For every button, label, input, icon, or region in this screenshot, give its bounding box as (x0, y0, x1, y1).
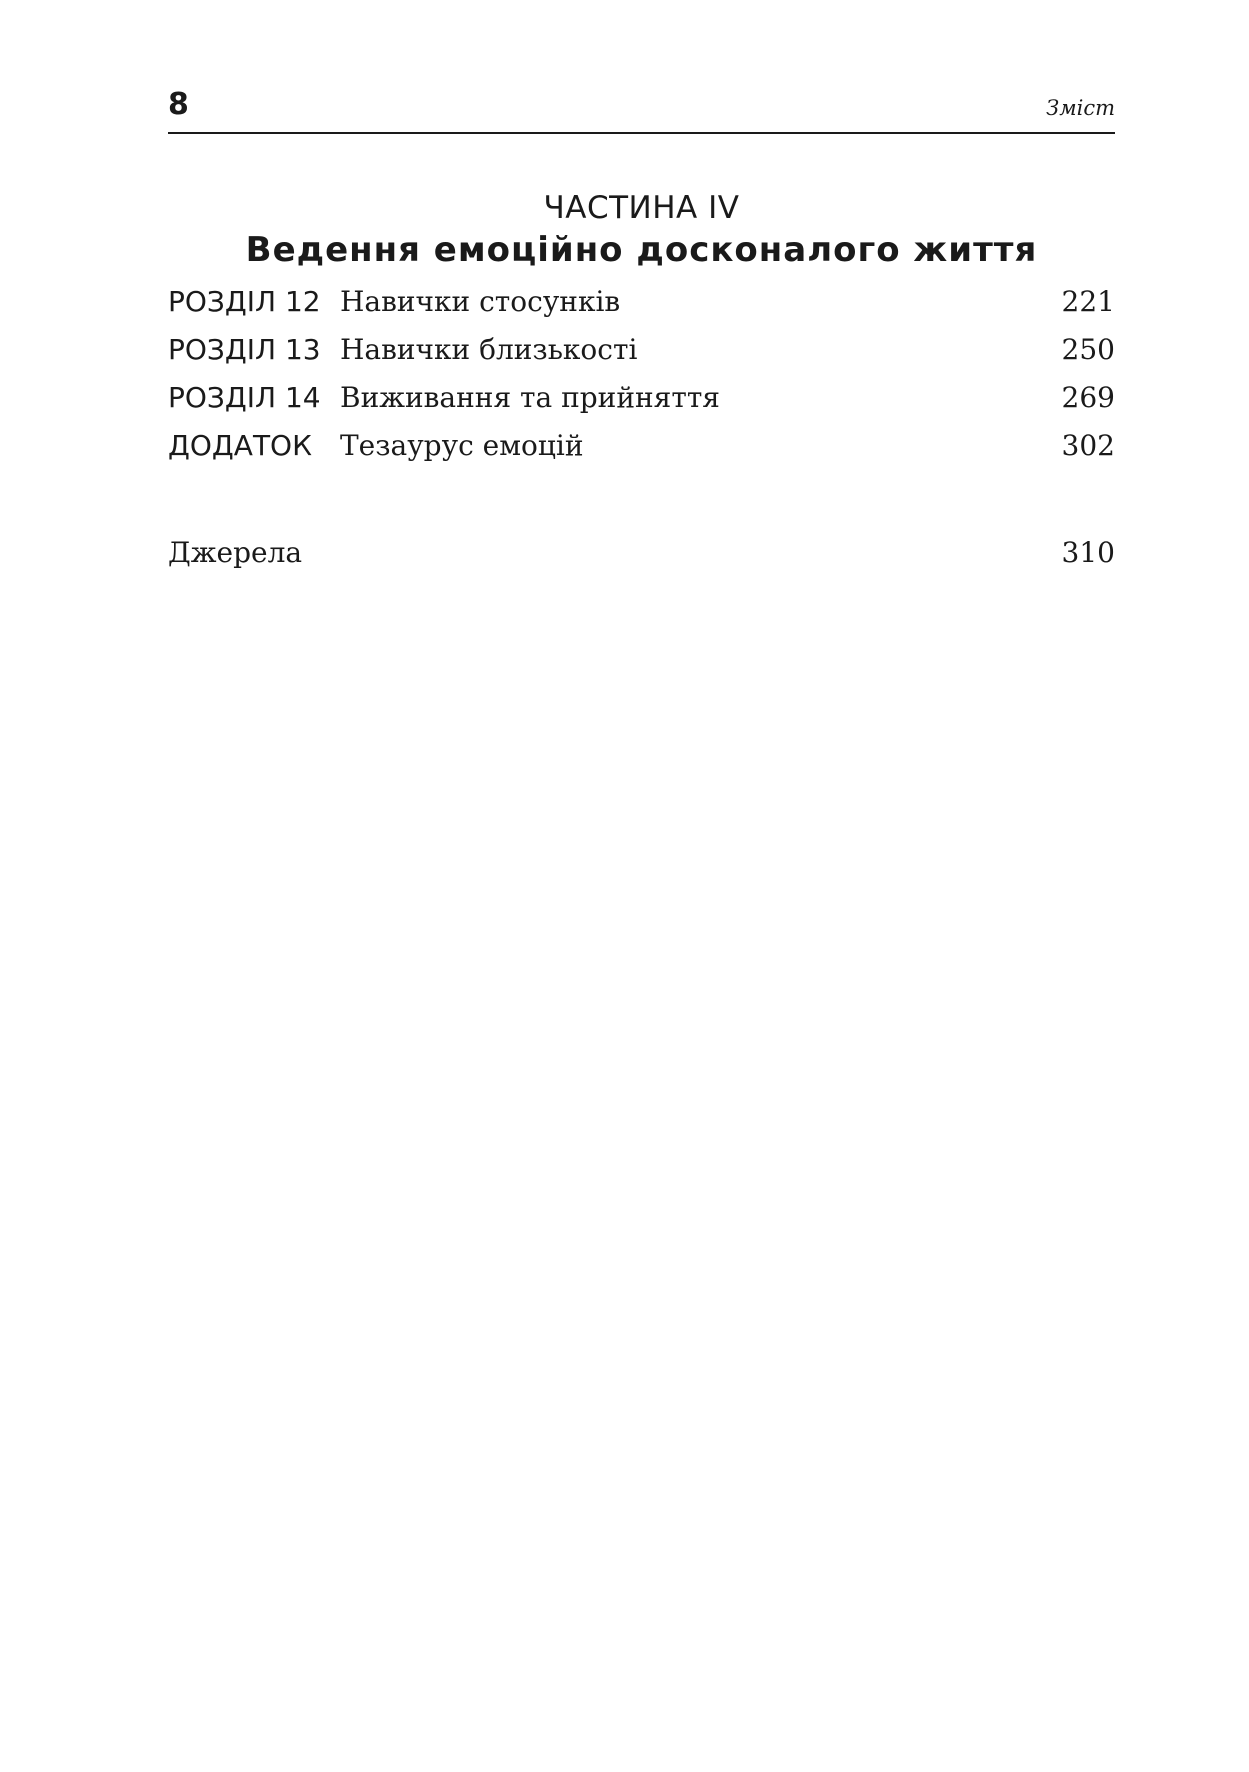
toc-entry[interactable] (168, 283, 1115, 331)
toc-entry-title: Навички стосунків (340, 285, 621, 318)
toc-entry-label: РОЗДІЛ 12 (168, 285, 321, 318)
page-header (168, 86, 1115, 134)
toc-entry-label: РОЗДІЛ 14 (168, 381, 321, 414)
sources-title: Джерела (168, 536, 303, 569)
part-title: Ведення емоційно досконалого життя (245, 230, 1038, 270)
toc-entry-title: Тезаурус емоцій (340, 429, 584, 462)
toc-entry[interactable] (168, 331, 1115, 379)
page-number: 8 (168, 87, 189, 122)
toc-entry-page: 221 (1061, 285, 1115, 318)
toc-entry-page: 269 (1061, 381, 1115, 414)
part-label: ЧАСТИНА IV (543, 190, 740, 226)
toc-entry[interactable] (168, 379, 1115, 427)
running-title: Зміст (1046, 96, 1115, 120)
toc-entry-page: 302 (1061, 429, 1115, 462)
toc-entry-title: Виживання та прийняття (340, 381, 720, 414)
toc-entry-page: 250 (1061, 333, 1115, 366)
toc-entry-label: ДОДАТОК (168, 429, 312, 462)
toc-entry-label: РОЗДІЛ 13 (168, 333, 321, 366)
toc-entry-title: Навички близькості (340, 333, 638, 366)
sources-page: 310 (1061, 536, 1115, 569)
toc-entry[interactable] (168, 427, 1115, 475)
toc-entry-sources[interactable] (168, 534, 1115, 574)
table-of-contents (168, 283, 1115, 475)
